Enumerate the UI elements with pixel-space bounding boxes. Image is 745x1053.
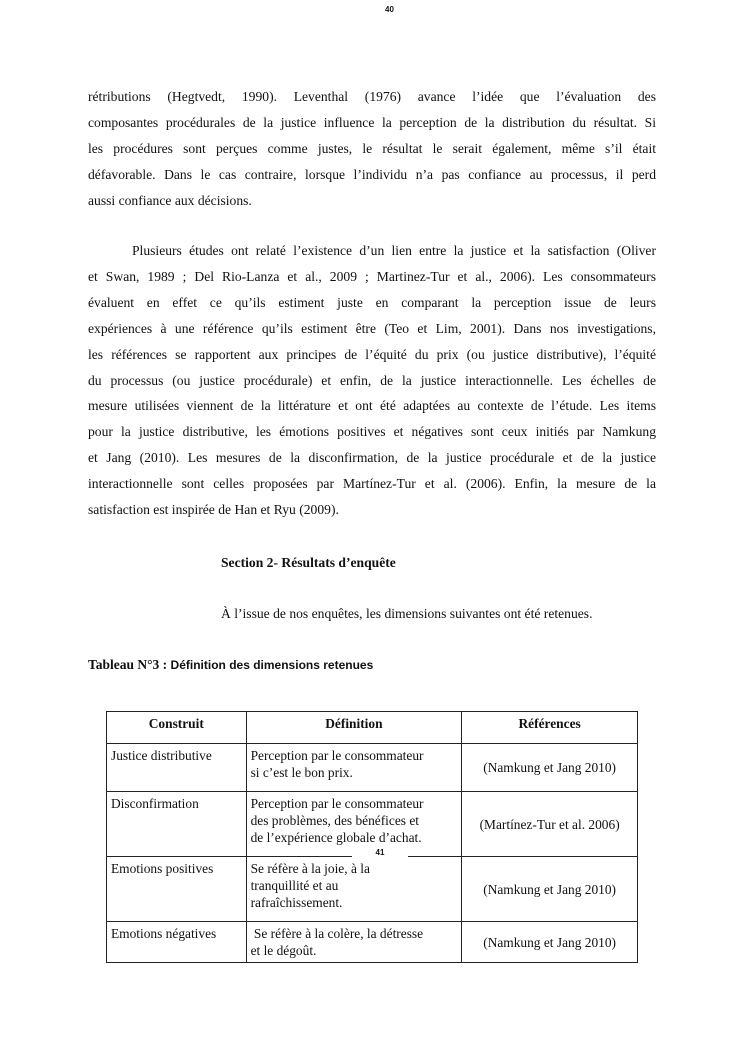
definition-line: Perception par le consommateur	[250, 748, 424, 763]
cell-reference: (Namkung et Jang 2010)	[462, 744, 638, 792]
overlay-page-number: 41	[352, 848, 408, 857]
table-row	[107, 857, 638, 922]
definition-line: tranquillité et au	[250, 878, 339, 893]
text-line: défavorable. Dans le cas contraire, lorsque l’individu n’a pas confiance au processus, il perd	[88, 166, 656, 182]
page-number: 40	[385, 5, 394, 14]
text-line: évaluent en effet ce qu’ils estiment juste en comparant la perception issue de leurs	[88, 294, 656, 310]
table-header-row	[107, 712, 638, 744]
definition-line: Se réfère à la joie, à la	[250, 861, 370, 876]
section-heading: Section 2- Résultats d’enquête	[221, 555, 396, 570]
cell-construit: Disconfirmation	[107, 792, 247, 857]
text-line: expériences à une référence qu’ils estiment être (Teo et Lim, 2001). Dans nos investigations,	[88, 320, 656, 336]
text-line: aussi confiance aux décisions.	[88, 192, 252, 208]
cell-construit: Justice distributive	[107, 744, 247, 792]
definition-line: des problèmes, des bénéfices et	[250, 813, 420, 828]
text-line: satisfaction est inspirée de Han et Ryu (2009).	[88, 502, 339, 517]
text-line: mesure utilisées viennent de la littérature et ont été adaptées au contexte de l’étude. Les items	[88, 398, 656, 414]
text-line: Plusieurs études ont relaté l’existence d’un lien entre la justice et la satisfaction (Oliver	[132, 243, 656, 258]
cell-definition	[246, 857, 462, 922]
text-line: et Jang (2010). Les mesures de la disconfirmation, de la justice procédurale et de la justice	[88, 450, 656, 466]
header-definition: Définition	[246, 712, 462, 744]
definition-line: Se réfère à la colère, la détresse	[250, 926, 424, 941]
text-line: du processus (ou justice procédurale) et enfin, de la justice interactionnelle. Les échelles de	[88, 372, 656, 388]
cell-definition	[246, 792, 462, 857]
text-line: interactionnelle sont celles proposées par Martínez-Tur et al. (2006). Enfin, la mesure de la	[88, 476, 656, 492]
header-references: Références	[462, 712, 638, 744]
definition-line: et le dégoût.	[250, 943, 317, 958]
dimensions-table	[106, 711, 638, 963]
definition-line: de l’expérience globale d’achat.	[250, 830, 422, 845]
text-line: pour la justice distributive, les émotions positives et négatives sont ceux initiés par Namkung	[88, 424, 656, 440]
text-line: les références se rapportent aux principes de l’équité du prix (ou justice distributive), l’équité	[88, 346, 656, 362]
text-line: composantes procédurales de la justice influence la perception de la distribution du résultat. Si	[88, 114, 656, 130]
table-title	[88, 657, 373, 673]
definition-line: si c’est le bon prix.	[250, 765, 353, 780]
cell-reference: (Martínez-Tur et al. 2006)	[462, 792, 638, 857]
table-row	[107, 792, 638, 857]
text-line: rétributions (Hegtvedt, 1990). Leventhal (1976) avance l’idée que l’évaluation des	[88, 89, 656, 104]
cell-reference: (Namkung et Jang 2010)	[462, 857, 638, 922]
header-construit: Construit	[107, 712, 247, 744]
text-line: les procédures sont perçues comme justes, le résultat le serait également, même s’il était	[88, 140, 656, 156]
definition-line: Perception par le consommateur	[250, 796, 424, 811]
cell-construit: Emotions positives	[107, 857, 247, 922]
cell-definition	[246, 922, 462, 963]
cell-reference: (Namkung et Jang 2010)	[462, 922, 638, 963]
table-row	[107, 922, 638, 963]
definition-line: rafraîchissement.	[250, 895, 343, 910]
table-title-text: Définition des dimensions retenues	[170, 658, 374, 672]
cell-construit: Emotions négatives	[107, 922, 247, 963]
section-intro: À l’issue de nos enquêtes, les dimensions suivantes ont été retenues.	[221, 606, 593, 621]
text-line: et Swan, 1989 ; Del Rio-Lanza et al., 2009 ; Martinez-Tur et al., 2006). Les consommateurs	[88, 268, 656, 284]
table-title-prefix: Tableau N°3 :	[88, 657, 171, 672]
cell-definition	[246, 744, 462, 792]
table-row	[107, 744, 638, 792]
